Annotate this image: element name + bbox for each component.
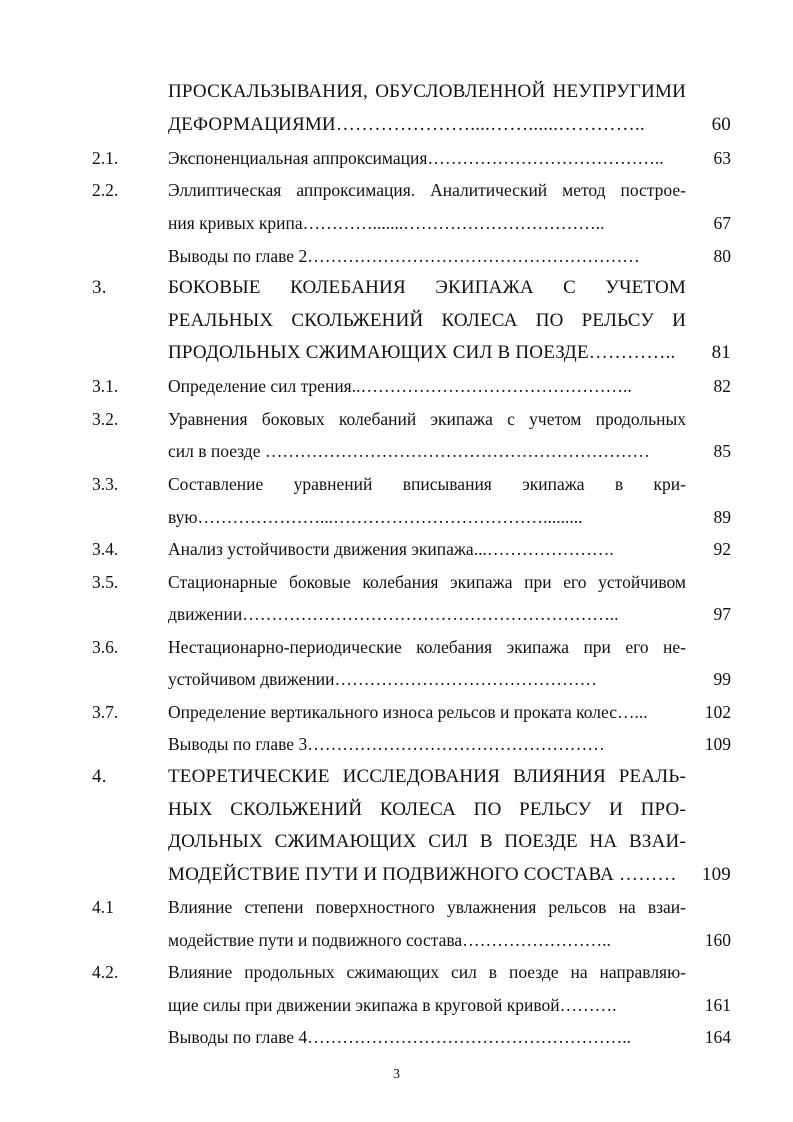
toc-title: Определение сил трения: [168, 376, 352, 396]
toc-line: [0, 795, 793, 825]
toc-line: [0, 143, 793, 173]
toc-page-number: 161: [704, 995, 731, 1015]
toc-dot-leader: …………..: [588, 342, 676, 363]
toc-title: Стационарные боковые колебания экипажа при его устойчивом: [168, 572, 686, 592]
toc-title: Выводы по главе 3: [168, 734, 308, 754]
toc-entry-text: [168, 469, 686, 499]
toc-entry-text: [168, 795, 686, 825]
toc-section-number: 3.4.: [92, 539, 119, 559]
toc-page-number: 89: [713, 507, 731, 527]
toc-line: [0, 567, 793, 597]
toc-entry-text: [168, 729, 678, 759]
toc-title: Эллиптическая аппроксимация. Аналитический метод построе-: [168, 180, 686, 200]
toc-dot-leader: …………………....……......…………..: [335, 114, 645, 135]
toc-line: [0, 502, 793, 532]
toc-dot-leader: ………: [614, 864, 677, 885]
toc-dot-leader: …………………………………..: [427, 148, 664, 168]
toc-line: [0, 436, 793, 466]
toc-dot-leader: ……………………..: [462, 930, 611, 950]
toc-title: Экспоненциальная аппроксимация: [168, 148, 428, 168]
toc-entry-text: [168, 762, 686, 792]
toc-line: [0, 175, 793, 205]
toc-entry-text: [168, 957, 686, 987]
toc-entry-text: [168, 306, 686, 336]
toc-section-number: 3.2.: [92, 409, 119, 429]
toc-section-number: 4.: [92, 766, 107, 787]
toc-line: [0, 110, 793, 140]
toc-entry-text: [168, 436, 678, 466]
toc-title: ДЕФОРМАЦИЯМИ: [168, 114, 336, 135]
toc-entry-text: [168, 110, 678, 140]
toc-title: вую: [168, 507, 198, 527]
toc-entry-text: [168, 175, 686, 205]
toc-entry-text: [168, 241, 678, 271]
toc-entry-text: [168, 273, 686, 303]
toc-title: Анализ устойчивости движения экипажа: [168, 539, 474, 559]
toc-line: [0, 241, 793, 271]
toc-line: [0, 697, 793, 727]
toc-page-number: 109: [704, 734, 731, 754]
toc-line: [0, 632, 793, 662]
toc-entry-text: [168, 404, 686, 434]
toc-section-number: 2.1.: [92, 148, 119, 168]
toc-page-number: 160: [704, 930, 731, 950]
toc-title: Нестационарно-периодические колебания экипажа при его не-: [168, 637, 686, 657]
toc-section-number: 3.7.: [92, 702, 119, 722]
toc-line: [0, 208, 793, 238]
toc-entry-text: [168, 697, 678, 727]
toc-line: [0, 599, 793, 629]
toc-entry-text: [168, 632, 686, 662]
toc-entry-text: [168, 502, 678, 532]
toc-entry-text: [168, 1022, 678, 1052]
toc-title: ДОЛЬНЫХ СЖИМАЮЩИХ СИЛ В ПОЕЗДЕ НА ВЗАИ-: [168, 831, 686, 852]
toc-dot-leader: ……………………………………………: [307, 734, 605, 754]
toc-section-number: 2.2.: [92, 180, 119, 200]
toc-entry-text: [168, 860, 678, 890]
toc-line: [0, 892, 793, 922]
toc-line: [0, 77, 793, 107]
toc-dot-leader: …………………………………………………: [307, 246, 640, 266]
toc-page-number: 164: [704, 1027, 731, 1047]
toc-title: Выводы по главе 2: [168, 246, 308, 266]
toc-entry-text: [168, 371, 678, 401]
toc-line: [0, 371, 793, 401]
toc-dot-leader: ..………………………………………..: [351, 376, 632, 396]
toc-title: щие силы при движении экипажа в круговой кривой: [168, 995, 560, 1015]
toc-entry-text: [168, 827, 686, 857]
toc-dot-leader: …………………………………………………………: [260, 441, 650, 461]
toc-page-number: 63: [713, 148, 731, 168]
toc-title: сил в поезде: [168, 441, 261, 461]
toc-entry-text: [168, 925, 678, 955]
toc-line: [0, 990, 793, 1020]
toc-entry-text: [168, 534, 678, 564]
toc-title: НЫХ СКОЛЬЖЕНИЙ КОЛЕСА ПО РЕЛЬСУ И ПРО-: [168, 799, 686, 820]
toc-section-number: 4.2.: [92, 962, 119, 982]
toc-line: [0, 664, 793, 694]
toc-page-number: 82: [713, 376, 731, 396]
toc-line: [0, 306, 793, 336]
toc-entry-text: [168, 892, 686, 922]
toc-page-number: 85: [713, 441, 731, 461]
toc-line: [0, 827, 793, 857]
toc-title: МОДЕЙСТВИЕ ПУТИ И ПОДВИЖНОГО СОСТАВА: [168, 864, 615, 885]
toc-page-number: 109: [701, 864, 731, 885]
toc-entry-text: [168, 208, 678, 238]
toc-line: [0, 338, 793, 368]
toc-entry-text: [168, 338, 678, 368]
page-number-footer: 3: [393, 1067, 400, 1082]
toc-entry-text: [168, 143, 678, 173]
toc-title: устойчивом движении: [168, 669, 335, 689]
toc-line: [0, 273, 793, 303]
toc-title: Определение вертикального износа рельсов и проката колес: [168, 702, 617, 722]
toc-title: ПРОДОЛЬНЫХ СЖИМАЮЩИХ СИЛ В ПОЕЗДЕ: [168, 342, 589, 363]
toc-line: [0, 925, 793, 955]
toc-line: [0, 1022, 793, 1052]
toc-dot-leader: ………………………………………………………..: [242, 604, 619, 624]
toc-dot-leader: ...………………….: [473, 539, 614, 559]
toc-page-number: 97: [713, 604, 731, 624]
toc-entry-text: [168, 567, 686, 597]
toc-line: [0, 762, 793, 792]
toc-page-number: 102: [704, 702, 731, 722]
toc-dot-leader: …...: [616, 702, 648, 722]
toc-page-number: 60: [711, 114, 731, 135]
toc-page-number: 81: [711, 342, 731, 363]
toc-line: [0, 404, 793, 434]
toc-title: Влияние степени поверхностного увлажнения рельсов на взаи-: [168, 897, 686, 917]
toc-dot-leader: ………………………………………: [334, 669, 597, 689]
toc-title: Выводы по главе 4: [168, 1027, 308, 1047]
toc-title: РЕАЛЬНЫХ СКОЛЬЖЕНИЙ КОЛЕСА ПО РЕЛЬСУ И: [168, 310, 686, 331]
toc-dot-leader: …………………...……………………………….........: [197, 507, 583, 527]
toc-title: БОКОВЫЕ КОЛЕБАНИЯ ЭКИПАЖА С УЧЕТОМ: [168, 277, 686, 298]
toc-title: Уравнения боковых колебаний экипажа с учетом продольных: [168, 409, 686, 429]
toc-title: движении: [168, 604, 243, 624]
toc-line: [0, 729, 793, 759]
toc-section-number: 3.1.: [92, 376, 119, 396]
toc-title: ТЕОРЕТИЧЕСКИЕ ИССЛЕДОВАНИЯ ВЛИЯНИЯ РЕАЛЬ-: [168, 766, 686, 787]
toc-line: [0, 860, 793, 890]
toc-page-number: 99: [713, 669, 731, 689]
toc-section-number: 3.3.: [92, 474, 119, 494]
toc-page-number: 67: [713, 213, 731, 233]
toc-line: [0, 469, 793, 499]
toc-entry-text: [168, 77, 686, 107]
toc-dot-leader: ………….......……………………………..: [302, 213, 605, 233]
toc-entry-text: [168, 990, 678, 1020]
toc-title: Влияние продольных сжимающих сил в поезде на направляю-: [168, 962, 686, 982]
toc-entry-text: [168, 599, 678, 629]
toc-line: [0, 534, 793, 564]
toc-section-number: 4.1: [92, 897, 114, 917]
toc-title: Составление уравнений вписывания экипажа в кри-: [168, 474, 686, 494]
toc-entry-text: [168, 664, 678, 694]
toc-section-number: 3.5.: [92, 572, 119, 592]
toc-title: модействие пути и подвижного состава: [168, 930, 463, 950]
toc-line: [0, 957, 793, 987]
toc-title: ПРОСКАЛЬЗЫВАНИЯ, ОБУСЛОВЛЕННОЙ НЕУПРУГИМИ: [168, 81, 686, 102]
toc-title: ния кривых крипа: [168, 213, 303, 233]
toc-dot-leader: ………………………………………………..: [307, 1027, 631, 1047]
toc-section-number: 3.: [92, 277, 107, 298]
toc-page-number: 92: [713, 539, 731, 559]
toc-section-number: 3.6.: [92, 637, 119, 657]
toc-page-number: 80: [713, 246, 731, 266]
toc-dot-leader: ……….: [559, 995, 617, 1015]
